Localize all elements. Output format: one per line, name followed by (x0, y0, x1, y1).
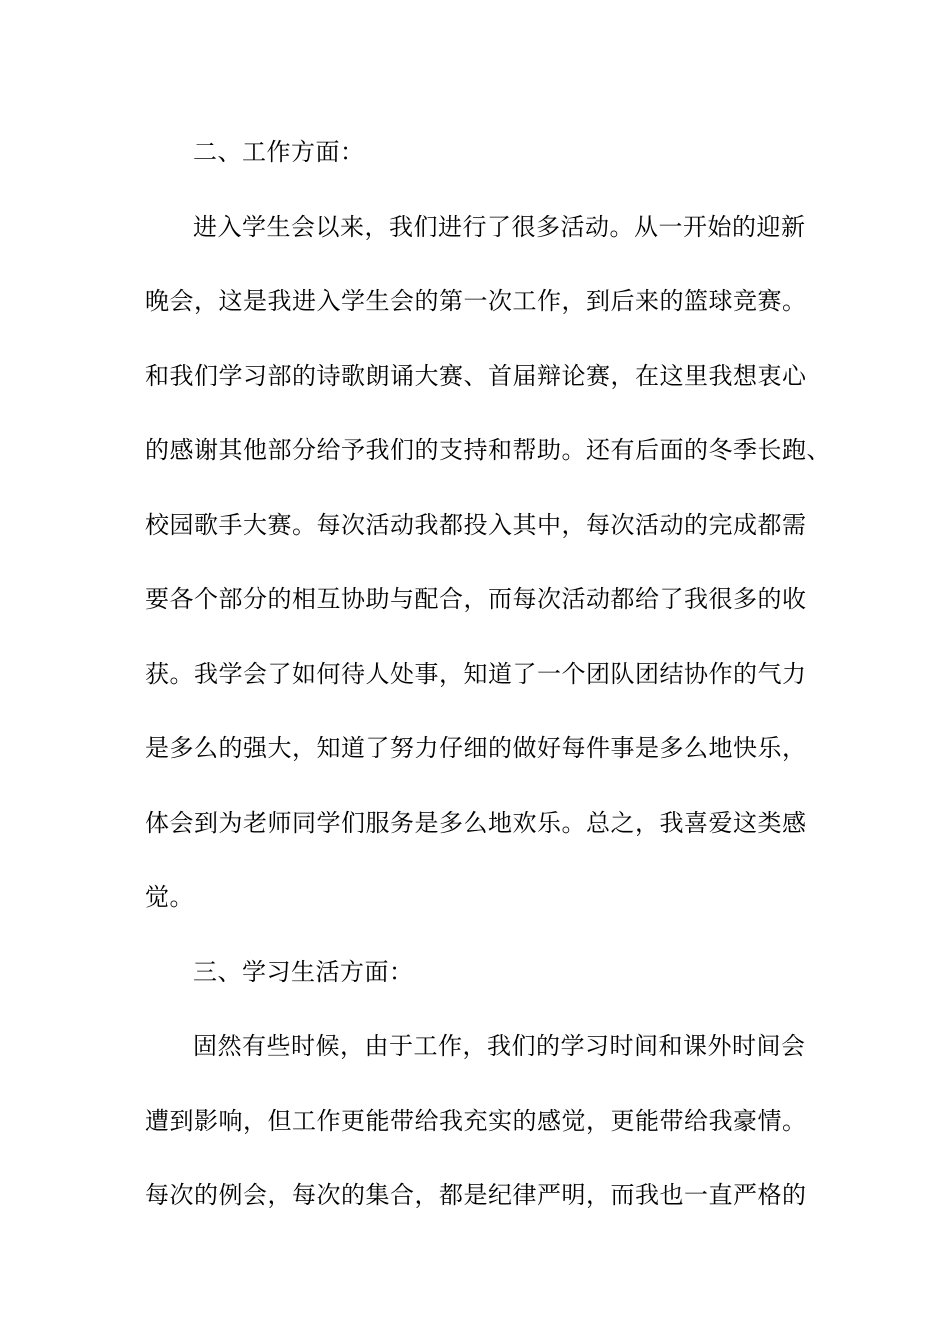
paragraph-line: 进入学生会以来，我们进行了很多活动。从一开始的迎新 (193, 212, 806, 241)
paragraph-line: 和我们学习部的诗歌朗诵大赛、首届辩论赛，在这里我想衷心 (145, 361, 807, 390)
paragraph-line: 觉。 (145, 883, 194, 911)
paragraph-line: 要各个部分的相互协助与配合，而每次活动都给了我很多的收 (145, 585, 807, 613)
section-heading-work: 二、工作方面： (193, 138, 365, 166)
section-heading-study-life: 三、学习生活方面： (193, 957, 414, 986)
paragraph-line: 遭到影响，但工作更能带给我充实的感觉，更能带给我豪情。 (145, 1106, 807, 1135)
paragraph-line: 每次的例会，每次的集合，都是纪律严明，而我也一直严格的 (145, 1181, 807, 1209)
paragraph-line: 固然有些时候，由于工作，我们的学习时间和课外时间会 (193, 1032, 806, 1060)
paragraph-line: 获。我学会了如何待人处事，知道了一个团队团结协作的气力 (145, 659, 807, 688)
paragraph-line: 的感谢其他部分给予我们的支持和帮助。还有后面的冬季长跑、 (145, 436, 831, 464)
paragraph-line: 体会到为老师同学们服务是多么地欢乐。总之，我喜爱这类感 (145, 808, 807, 837)
paragraph-line: 晚会，这是我进入学生会的第一次工作，到后来的篮球竞赛。 (145, 287, 807, 315)
paragraph-line: 校园歌手大赛。每次活动我都投入其中，每次活动的完成都需 (145, 510, 807, 539)
document-body (145, 134, 845, 1252)
paragraph-line: 是多么的强大，知道了努力仔细的做好每件事是多么地快乐， (145, 734, 807, 762)
